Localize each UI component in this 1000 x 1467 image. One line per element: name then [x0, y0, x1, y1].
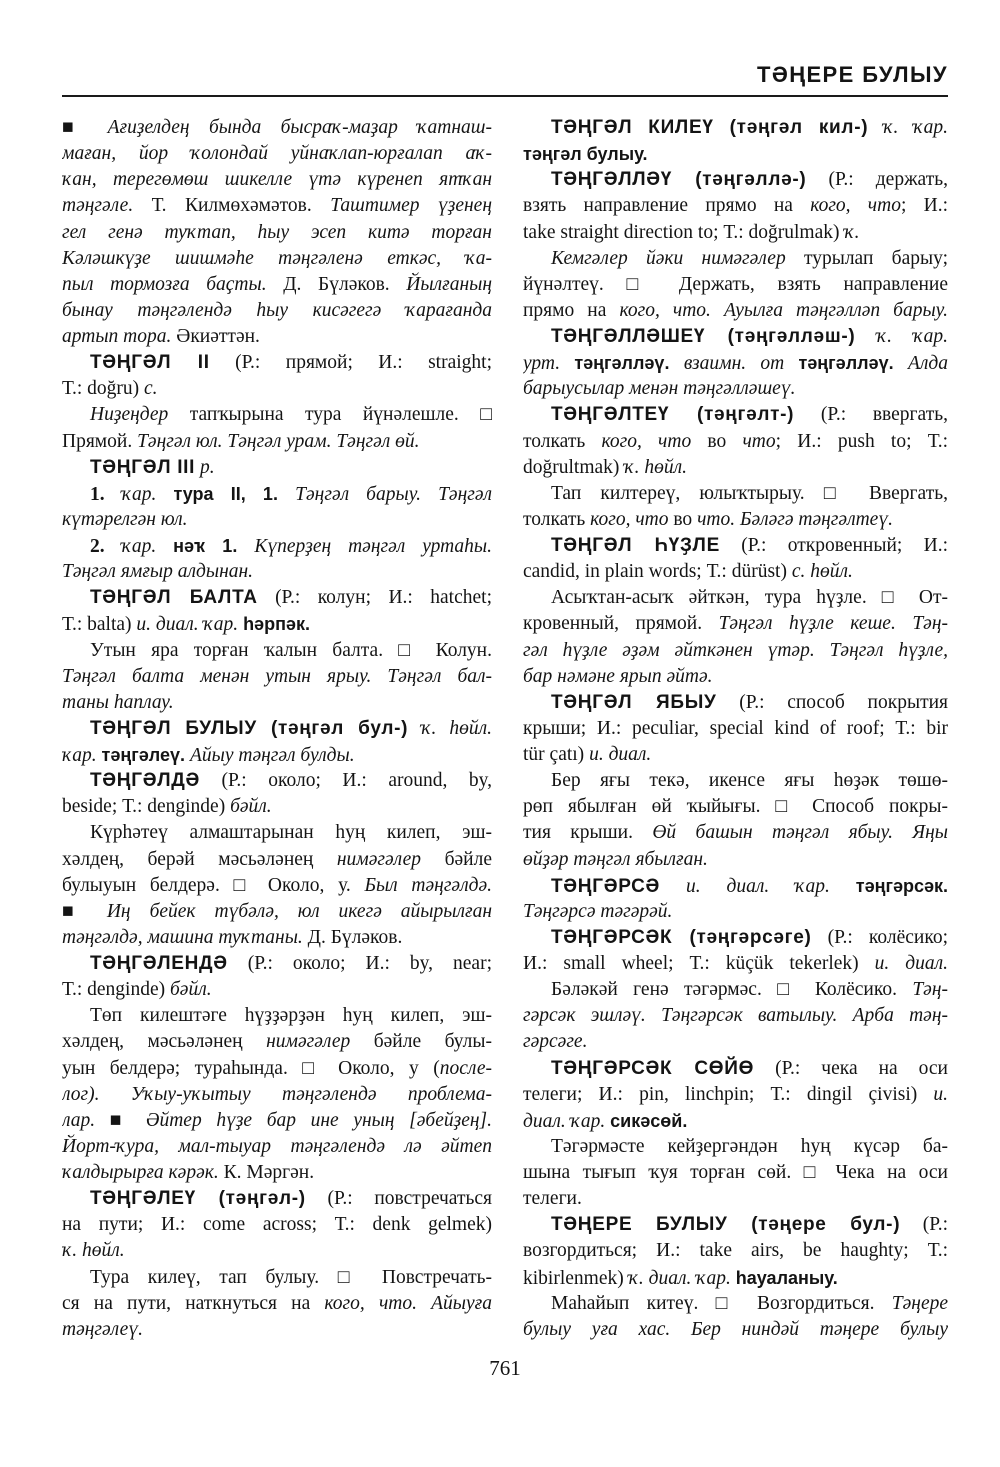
text-run: тәңгәлдә, машина туҡтаны.: [62, 926, 308, 948]
text-run: Тура килеү, тап булыу. □ Повстречать-: [90, 1266, 492, 1288]
text-run: кого, что. Айыуға: [324, 1292, 492, 1314]
left-column-line: [62, 1108, 492, 1134]
headword: ТӘҢГӘЛДӘ: [90, 770, 200, 792]
text-run: Таштимер үҙенең: [330, 195, 492, 217]
left-column-line: [62, 690, 492, 716]
text-run: Төп килештәге һүҙҙәрҙән һуң килеп, эш-: [90, 1005, 492, 1027]
text-run: хәлдең, мәсьәләнең: [62, 1031, 267, 1053]
right-column-line: [523, 350, 948, 376]
text-run: Тәңгәл һүҙле кеше. Тәң-: [718, 613, 948, 635]
text-run: урт.: [523, 353, 575, 375]
left-column-line: [62, 533, 492, 559]
text-run: хәлдең, берәй мәсьәләнең: [62, 848, 337, 870]
right-column-line: [523, 794, 948, 820]
left-column-line: [62, 1212, 492, 1238]
text-run: кого, что: [810, 195, 901, 217]
headword: ТӘҢГӘРСӘК СӨЙӨ: [551, 1057, 755, 1079]
text-run: Тәңгәрсә тәгәрәй.: [523, 900, 673, 922]
left-column-line: [62, 925, 492, 951]
text-run: телеги.: [523, 1188, 582, 1210]
text-run: тәңгәлеү.: [62, 1318, 143, 1340]
left-column-line: [62, 350, 492, 376]
right-column-line: [523, 1317, 948, 1343]
text-run: Әкиәттән.: [176, 326, 260, 347]
text-run: нимәгәлер: [336, 848, 422, 870]
text-run: candid, in plain words; Т.: dürüst): [523, 561, 792, 583]
right-column-line: [523, 1082, 948, 1108]
left-column: [62, 115, 492, 1343]
text-run: ҡ. һөйл.: [624, 456, 687, 478]
left-column-line: [62, 429, 492, 455]
text-run: диал. ҡар.: [523, 1110, 611, 1132]
text-run: и. диал. ҡар.: [136, 614, 244, 636]
text-run: Асыҡтан-асыҡ әйткән, тура һүҙле. □ От-: [551, 587, 948, 609]
left-column-line: [62, 951, 492, 977]
text-run: Күперҙең тәңгәл уртаһы.: [254, 536, 492, 557]
text-run: (Р.: колун; И.: hatchet;: [257, 587, 492, 609]
running-head: ТӘҢЕРЕ БУЛЫУ: [756, 62, 948, 87]
left-column-line: [62, 585, 492, 611]
text-run: на пути; И.: come across; Т.: denk gelmek): [62, 1214, 492, 1236]
left-column-line: [62, 402, 492, 428]
right-column-line: [523, 1238, 948, 1264]
text-run: Т. Килмөхәмәтов.: [151, 195, 331, 217]
text-run: Иң бейек түбәлә, юл икегә айырылған: [106, 900, 492, 922]
headword: ТӘҢЕРЕ БУЛЫУ (тәңере бул-): [551, 1214, 901, 1236]
right-column-line: [523, 820, 948, 846]
left-column-line: [62, 193, 492, 219]
text-run: (Р.: колёсико;: [811, 926, 948, 948]
left-column-line: [62, 1160, 492, 1186]
headword: ТӘҢГӘЛ БУЛЫУ (тәңгәл бул-): [90, 717, 409, 739]
left-column-line: [62, 768, 492, 794]
text-run: ҡар.: [121, 536, 174, 557]
right-column-line: [523, 690, 948, 716]
headword: ТӘҢГӘЛЛӘШЕҮ (тәңгәлләш-): [551, 326, 856, 347]
text-run: Т.: denginde): [62, 979, 170, 1001]
right-column-line: [523, 533, 948, 559]
text-run: ҡан, терегөмөш шикелле үтә күренеп ятҡан: [62, 169, 492, 191]
text-run: гәрсәк эшләү. Тәңгәрсәк ватылыу. Арба тәң-: [523, 1005, 948, 1027]
text-run: И.: small wheel; Т.: küçük tekerlek): [523, 953, 875, 974]
text-run: кого, что. Ауылға тәңгәлләп барыу.: [619, 299, 948, 321]
text-run: Тәңгәл юл. Тәңгәл урам. Тәңгәл өй.: [137, 430, 420, 452]
text-run: Өй башын тәңгәл ябыу. Яңы: [652, 822, 948, 844]
headword: ТӘҢГӘЛ ҺҮҘЛЕ: [551, 535, 720, 556]
text-run: Айыу тәңгәл булды.: [189, 745, 355, 766]
text-run: гәрсәге.: [523, 1031, 588, 1053]
text-run: тәңгәлләү.: [574, 353, 684, 374]
right-column-line: [523, 847, 948, 873]
right-column-line: [523, 167, 948, 193]
left-column-line: [62, 664, 492, 690]
text-run: ■: [109, 1109, 146, 1131]
left-column-line: [62, 1186, 492, 1212]
text-run: булыу уға хас. Бер ниндәй тәңере булыу: [523, 1318, 948, 1340]
text-run: take straight direction to; Т.: doğrulmak): [523, 221, 845, 243]
text-run: Тап килтереү, юлыҡтырыу. □ Ввергать,: [551, 482, 948, 504]
text-run: Бәләкәй генә тәгәрмәс. □ Колёсико.: [551, 979, 913, 1001]
text-run: 2.: [90, 536, 122, 557]
right-column-line: [523, 768, 948, 794]
text-run: Тәңере: [891, 1292, 948, 1314]
text-run: рөп ябылған өй ҡыйығы. □ Способ покры-: [523, 796, 948, 818]
right-column-line: [523, 899, 948, 925]
text-run: тәңгәле.: [62, 195, 152, 217]
text-run: ҡ. ҡар.: [868, 117, 948, 138]
text-run: взять направление прямо на: [523, 195, 811, 217]
left-column-line: [62, 847, 492, 873]
text-run: бәйл.: [230, 796, 272, 818]
text-run: tür çatı): [523, 744, 590, 765]
text-run: кого, что: [590, 508, 669, 530]
text-run: бәйл.: [169, 979, 212, 1001]
text-run: йүнәлтеү. □ Держать, взять направление: [523, 273, 948, 295]
text-run: ҡ. һөйл.: [62, 1240, 125, 1262]
text-run: (Р.: способ покрытия: [716, 691, 948, 713]
left-column-line: [62, 507, 492, 533]
right-column-line: [523, 638, 948, 664]
text-run: и. диал.: [874, 953, 948, 974]
right-column-line: [523, 507, 948, 533]
text-run: и. диал.: [589, 744, 652, 765]
left-column-line: [62, 1082, 492, 1108]
text-run: ; И.:: [900, 195, 948, 217]
text-run: пыл тормозға баҫты.: [62, 273, 284, 295]
text-run: сикәсөй.: [610, 1110, 688, 1131]
text-run: лог). Уҡыу-уҡытыу тәңгәлендә проблема-: [62, 1083, 492, 1105]
text-run: Прямой.: [62, 430, 138, 452]
left-column-line: [62, 611, 492, 637]
text-run: и. диал. ҡар.: [660, 875, 856, 897]
text-run: маған, йор ҡолондай уйнаҡлап-юрғалап аҡ-: [62, 143, 492, 165]
text-run: ■: [62, 900, 107, 922]
text-run: Кәләшкүҙе шишмәһе тәңгәленә еткәс, ҡа-: [62, 247, 492, 269]
text-run: во: [691, 430, 743, 452]
right-column: [523, 115, 948, 1343]
text-run: Утын яра торған ҡалын балта. □ Колун.: [90, 639, 492, 661]
left-column-line: [62, 1029, 492, 1055]
right-column-line: [523, 193, 948, 219]
right-column-line: [523, 977, 948, 1003]
right-column-line: [523, 1212, 948, 1238]
left-column-line: [62, 115, 492, 141]
text-run: ҡар.: [62, 745, 102, 766]
left-column-line: [62, 272, 492, 298]
right-column-line: [523, 873, 948, 899]
right-column-line: [523, 716, 948, 742]
text-run: что. Бәләгә тәңгәлтеү.: [697, 508, 893, 530]
left-column-line: [62, 1265, 492, 1291]
text-run: К. Мәргән.: [223, 1162, 315, 1183]
headword: ТӘҢГӘЛ III: [90, 456, 196, 478]
text-run: Тәңгәл ямғыр алдынан.: [62, 561, 254, 583]
text-run: гел генә туҡтап, һыу эсеп китә торған: [62, 221, 492, 243]
text-run: р.: [195, 456, 215, 478]
text-run: ҡ. диал. ҡар.: [628, 1267, 736, 1289]
right-column-line: [523, 1291, 948, 1317]
text-run: тәңгәл булыу.: [523, 144, 648, 165]
text-run: Ағиҙелдең бында бысраҡ-маҙар ҡатнаш-: [107, 117, 492, 138]
text-run: кого, что: [601, 430, 692, 452]
left-column-line: [62, 376, 492, 402]
text-run: Т.: balta): [62, 614, 137, 636]
text-run: ҡ. һөйл.: [408, 717, 492, 739]
text-run: толкать: [523, 508, 591, 530]
text-run: гәл һүҙле әҙәм әйткәнен үтәр. Тәңгәл һүҙле,: [523, 639, 948, 661]
left-column-line: [62, 481, 492, 507]
text-run: тура II, 1.: [173, 483, 296, 504]
left-column-line: [62, 1056, 492, 1082]
headword: ТӘҢГӘЛ ЯБЫУ: [551, 691, 717, 713]
text-run: телеги; И.: pin, linchpin; Т.: dingil çivisi): [523, 1083, 934, 1105]
text-run: бәйле: [421, 848, 492, 870]
text-run: шына тығып ҡуя торған сөй. □ Чека на оси: [523, 1162, 948, 1183]
text-run: тәңгәлеү.: [101, 745, 190, 765]
text-run: ся на пути, наткнуться на: [62, 1292, 325, 1314]
right-column-line: [523, 1134, 948, 1160]
right-column-line: [523, 1186, 948, 1212]
text-run: Кемгәлер йәки нимәгәлер: [551, 247, 786, 269]
right-column-line: [523, 246, 948, 272]
text-run: Күрһәтеү алмаштарынан һуң килеп, эш-: [90, 822, 492, 844]
text-run: өйҙәр тәңгәл ябылған.: [523, 848, 708, 870]
headword: ТӘҢГӘЛ КИЛЕҮ (тәңгәл кил-): [551, 117, 869, 138]
text-run: Йорт-ҡура, мал-тыуар тәңгәлендә лә әйтеп: [62, 1135, 492, 1157]
right-column-line: [523, 1108, 948, 1134]
headword: ТӘҢГӘЛ II: [90, 352, 210, 374]
headword: ТӘҢГӘЛЕҮ (тәңгәл-): [90, 1188, 306, 1210]
text-run: Маһайып китеү. □ Возгордиться.: [551, 1292, 892, 1314]
text-run: возгордиться; И.: take airs, be haughty; Т.:: [523, 1240, 948, 1262]
right-column-line: [523, 1160, 948, 1186]
text-run: Бер яғы текә, икенсе яғы һөҙәк төшө-: [551, 770, 948, 792]
left-column-line: [62, 977, 492, 1003]
left-column-line: [62, 324, 492, 350]
left-column-line: [62, 559, 492, 585]
right-column-line: [523, 481, 948, 507]
right-column-line: [523, 1029, 948, 1055]
text-run: ҡ.: [844, 221, 860, 243]
left-column-line: [62, 455, 492, 481]
left-column-line: [62, 820, 492, 846]
right-column-line: [523, 1265, 948, 1291]
text-run: бәйле булы-: [350, 1031, 492, 1053]
text-run: булыуын белдерә. □ Около, у.: [62, 874, 365, 896]
text-run: ■: [62, 117, 108, 138]
right-column-line: [523, 585, 948, 611]
text-run: тәңгәлләү.: [798, 353, 908, 374]
right-column-line: [523, 559, 948, 585]
text-run: лар.: [62, 1109, 110, 1131]
left-column-line: [62, 794, 492, 820]
text-run: тәңгәрсәк.: [855, 875, 948, 896]
text-run: Тәңгәл барыу. Тәңгәл: [295, 483, 492, 505]
text-run: во: [668, 508, 698, 530]
text-run: турылап барыу;: [785, 247, 948, 269]
text-run: с. һөйл.: [791, 561, 853, 583]
text-run: после-: [439, 1057, 492, 1079]
text-run: 1.: [90, 483, 122, 505]
text-run: kibirlenmek): [523, 1267, 629, 1289]
right-column-line: [523, 455, 948, 481]
text-run: Был тәңгәлдә.: [364, 874, 492, 896]
text-run: бынау тәңгәлендә һыу кисәгегә ҡарағанда: [62, 299, 492, 321]
text-run: Тәң-: [912, 979, 948, 1001]
text-run: (Р.: держать,: [806, 169, 948, 191]
text-run: (Р.: около; И.: by, near;: [227, 953, 492, 974]
text-run: ҡар.: [121, 483, 174, 505]
text-run: тия крыши.: [523, 822, 653, 844]
text-run: уын белдерә; тураһында. □ Около, у (: [62, 1057, 440, 1079]
text-run: Әйтер һүҙе бар ине уның [әбейҙең].: [145, 1109, 492, 1131]
text-run: с.: [144, 378, 158, 400]
right-column-line: [523, 324, 948, 350]
text-run: (Р.:: [900, 1214, 948, 1236]
text-run: Йылғаның: [406, 273, 492, 295]
text-run: и.: [933, 1083, 948, 1105]
headword: ТӘҢГӘЛЕНДӘ: [90, 953, 228, 974]
text-run: ; И.: push to; Т.:: [775, 430, 948, 452]
header-rule: [62, 95, 948, 97]
right-column-line: [523, 1003, 948, 1029]
text-run: Тәгәрмәсте кейҙергәндән һуң күсәр ба-: [551, 1135, 948, 1157]
left-column-line: [62, 638, 492, 664]
left-column-line: [62, 899, 492, 925]
left-column-line: [62, 246, 492, 272]
left-column-line: [62, 141, 492, 167]
text-run: Алда: [907, 353, 948, 375]
right-column-line: [523, 115, 948, 141]
text-run: (Р.: откровенный; И.:: [719, 535, 948, 556]
right-column-line: [523, 925, 948, 951]
text-run: барыусылар менән тәңгәлләшеү.: [523, 378, 796, 400]
right-column-line: [523, 272, 948, 298]
headword: ТӘҢГӘРСӘК (тәңгәрсәге): [551, 926, 812, 948]
left-column-line: [62, 1317, 492, 1343]
left-column-line: [62, 873, 492, 899]
left-column-line: [62, 1291, 492, 1317]
right-column-line: [523, 220, 948, 246]
text-run: прямо на: [523, 299, 620, 321]
right-column-line: [523, 1056, 948, 1082]
text-run: ҡ. ҡар.: [855, 326, 948, 347]
text-run: взаимн. от: [683, 353, 799, 375]
left-column-line: [62, 1238, 492, 1264]
right-column-line: [523, 429, 948, 455]
left-column-line: [62, 742, 492, 768]
text-run: һауаланыу.: [735, 1267, 838, 1288]
right-column-line: [523, 298, 948, 324]
right-column-line: [523, 742, 948, 768]
text-run: Д. Бүләков.: [307, 926, 403, 948]
text-run: нәҡ 1.: [173, 536, 255, 556]
text-run: Д. Бүләков.: [283, 273, 407, 295]
text-run: что: [742, 430, 776, 452]
text-run: таны һаплау.: [62, 691, 174, 713]
text-run: (Р.: повстречаться: [305, 1188, 492, 1210]
right-column-line: [523, 141, 948, 167]
headword: ТӘҢГӘЛТЕҮ (тәңгәлт-): [551, 404, 795, 426]
text-run: артып тора.: [62, 326, 177, 347]
left-column-line: [62, 167, 492, 193]
right-column-line: [523, 611, 948, 637]
left-column-line: [62, 298, 492, 324]
text-run: кровенный, прямой.: [523, 613, 719, 635]
left-column-line: [62, 220, 492, 246]
headword: ТӘҢГӘЛ БАЛТА: [90, 587, 258, 609]
text-run: толкать: [523, 430, 602, 452]
page-number: 761: [489, 1356, 521, 1380]
text-run: бар нәмәне ярып әйтә.: [523, 665, 713, 687]
text-run: (Р.: ввергать,: [794, 404, 948, 426]
text-run: тапҡырына тура йүнәлешле. □: [168, 404, 492, 426]
text-run: doğrultmak): [523, 456, 625, 478]
right-column-line: [523, 664, 948, 690]
right-column-line: [523, 402, 948, 428]
left-column-line: [62, 1003, 492, 1029]
right-column-line: [523, 951, 948, 977]
headword: ТӘҢГӘЛЛӘҮ (тәңгәллә-): [551, 169, 807, 191]
headword: ТӘҢГӘРСӘ: [551, 875, 661, 897]
text-run: (Р.: около; И.: around, by,: [199, 770, 492, 792]
text-run: һәрпәк.: [243, 614, 310, 635]
left-column-line: [62, 1134, 492, 1160]
text-run: beside; Т.: denginde): [62, 796, 231, 818]
text-run: (Р.: чека на оси: [754, 1057, 948, 1079]
right-column-line: [523, 376, 948, 402]
text-run: ҡалдырырға кәрәк.: [62, 1162, 224, 1183]
left-column-line: [62, 716, 492, 742]
text-run: Т.: doğru): [62, 378, 144, 400]
text-run: крыши; И.: peculiar, special kind of roof; Т.: bir: [523, 717, 948, 739]
text-run: (Р.: прямой; И.: straight;: [209, 352, 492, 374]
text-run: күтәрелгән юл.: [62, 508, 188, 530]
text-run: нимәгәлер: [266, 1031, 351, 1053]
text-run: Ниҙеңдер: [90, 404, 169, 426]
text-run: Тәңгәл балта менән утын ярыу. Тәңгәл бал-: [62, 665, 492, 687]
